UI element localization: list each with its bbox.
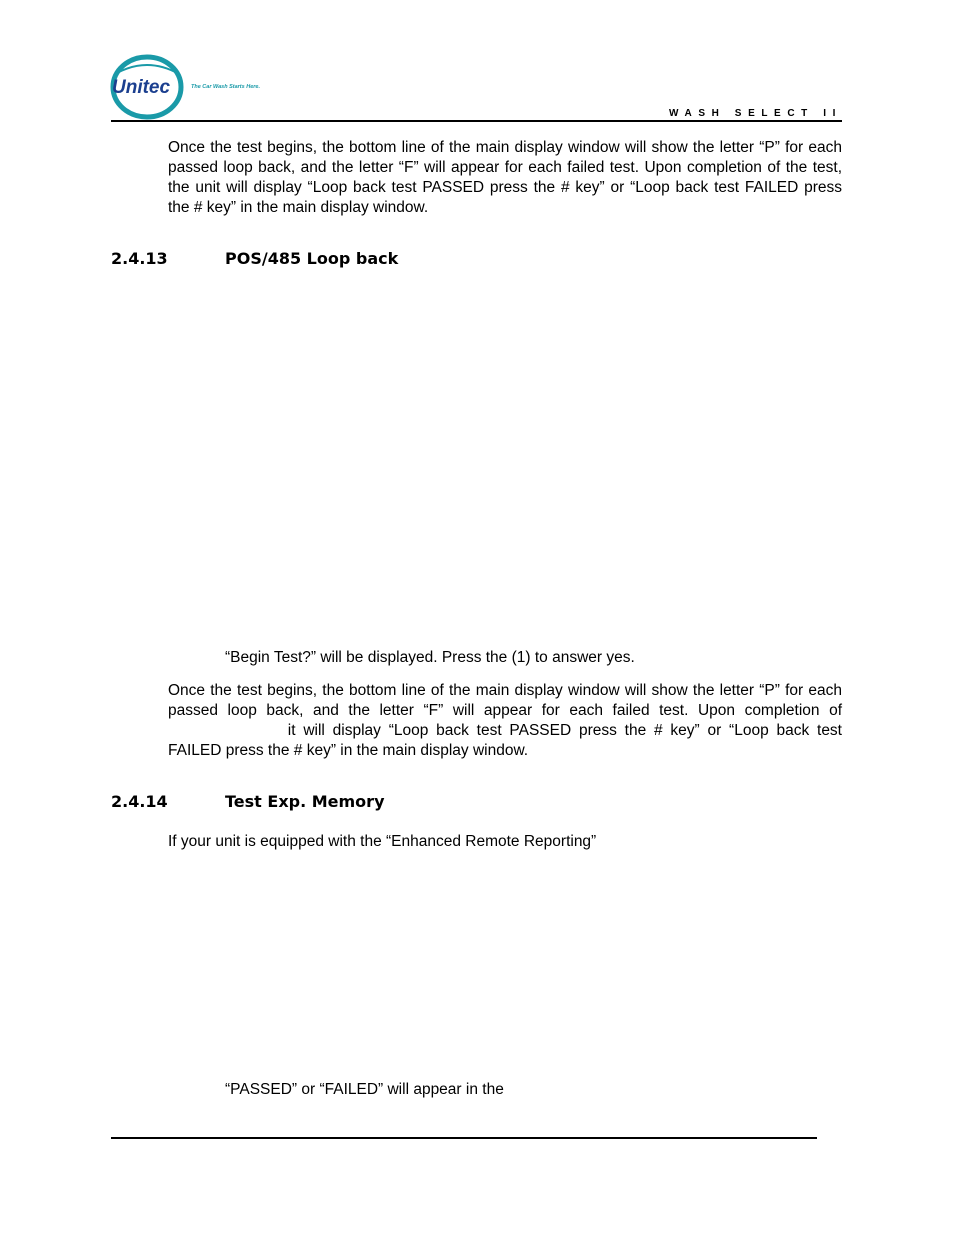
loopback-result-paragraph: Once the test begins, the bottom line of the main display window will show the letter “P” for each passed loop back, and the letter “F” will appear for each failed test. Upon completion of the test, the unit will display “Loop back test PASSED press the # key” or “Loop back test FAILED press the # key” in the main display window. bbox=[168, 139, 842, 216]
begin-test-instruction: “Begin Test?” will be displayed. Press the (1) to answer yes. bbox=[225, 649, 635, 666]
section-title: POS/485 Loop back bbox=[225, 249, 399, 268]
brand-tagline: The Car Wash Starts Here. bbox=[191, 84, 260, 90]
document-title: WASH SELECT II bbox=[669, 108, 842, 119]
paragraph-part-2: it will display “Loop back test PASSED press the # key” or “Loop back test FAILED press the # key” in the main display window. bbox=[168, 722, 842, 759]
unitec-logo-mark bbox=[109, 54, 187, 120]
paragraph-part-1: Once the test begins, the bottom line of the main display window will show the letter “P” for each passed loop back, and the letter “F” will appear for each failed test. Upon completion of bbox=[168, 682, 842, 719]
footer-divider bbox=[111, 1137, 817, 1139]
pos-loopback-result-paragraph bbox=[168, 681, 842, 761]
brand-text: Unitec bbox=[112, 77, 171, 98]
passed-failed-line: “PASSED” or “FAILED” will appear in the bbox=[225, 1081, 504, 1098]
unitec-logo bbox=[109, 54, 187, 120]
section-heading-2-4-13 bbox=[111, 249, 398, 268]
enhanced-reporting-line: If your unit is equipped with the “Enhanced Remote Reporting” bbox=[168, 833, 597, 850]
section-number: 2.4.13 bbox=[111, 249, 168, 268]
section-number: 2.4.14 bbox=[111, 792, 168, 811]
section-heading-2-4-14 bbox=[111, 792, 385, 811]
header-divider bbox=[111, 120, 842, 122]
section-title: Test Exp. Memory bbox=[225, 792, 385, 811]
